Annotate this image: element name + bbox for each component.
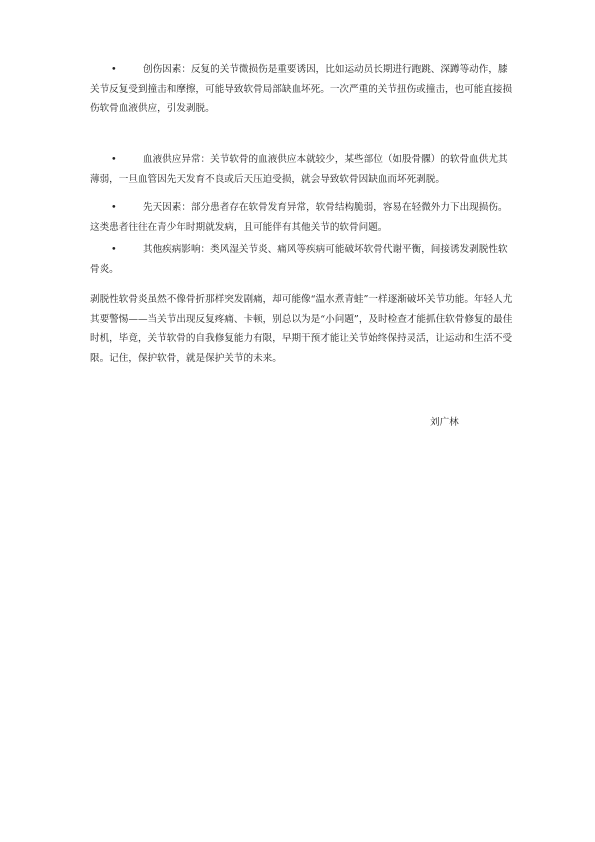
list-item-text: 先天因素：部分患者存在软骨发育异常，软骨结构脆弱，容易在轻微外力下出现损伤。这类患者往往在青少年时期就发病，且可能伴有其他关节的软骨问题。 (90, 202, 508, 233)
list-item-text: 血液供应异常：关节软骨的血液供应本就较少，某些部位（如股骨髁）的软骨血供尤其薄弱，一旦血管因先天发育不良或后天压迫受损，就会导致软骨因缺血而坏死剥脱。 (90, 154, 508, 185)
list-item-blood-supply (90, 150, 515, 189)
list-item-other-diseases (90, 240, 515, 279)
list-item-congenital (90, 198, 515, 237)
conclusion-paragraph: 剥脱性软骨炎虽然不像骨折那样突发剧痛，却可能像“温水煮青蛙”一样逐渐破坏关节功能。年轻人尤其要警惕——当关节出现反复疼痛、卡顿，别总以为是“小问题”，及时检查才能抓住软骨修复的最佳时机，毕竟，关节软骨的自我修复能力有限，早期干预才能让关节始终保持灵活，让运动和生活不受限。记住，保护软骨，就是保护关节的未来。 (90, 294, 513, 364)
bullet-marker: • (111, 154, 117, 165)
list-item-text: 创伤因素：反复的关节微损伤是重要诱因，比如运动员长期进行跑跳、深蹲等动作，膝关节反复受到撞击和摩擦，可能导致软骨局部缺血坏死。一次严重的关节扭伤或撞击，也可能直接损伤软骨血液供应，引发剥脱。 (90, 64, 513, 114)
bullet-marker: • (111, 64, 117, 75)
author-signature: 刘广林 (430, 417, 459, 428)
list-item-text: 其他疾病影响：类风湿关节炎、痛风等疾病可能破坏软骨代谢平衡，间接诱发剥脱性软骨炎。 (90, 244, 508, 275)
bullet-marker: • (111, 202, 117, 213)
list-item-trauma (90, 60, 515, 119)
bullet-marker: • (111, 244, 117, 255)
